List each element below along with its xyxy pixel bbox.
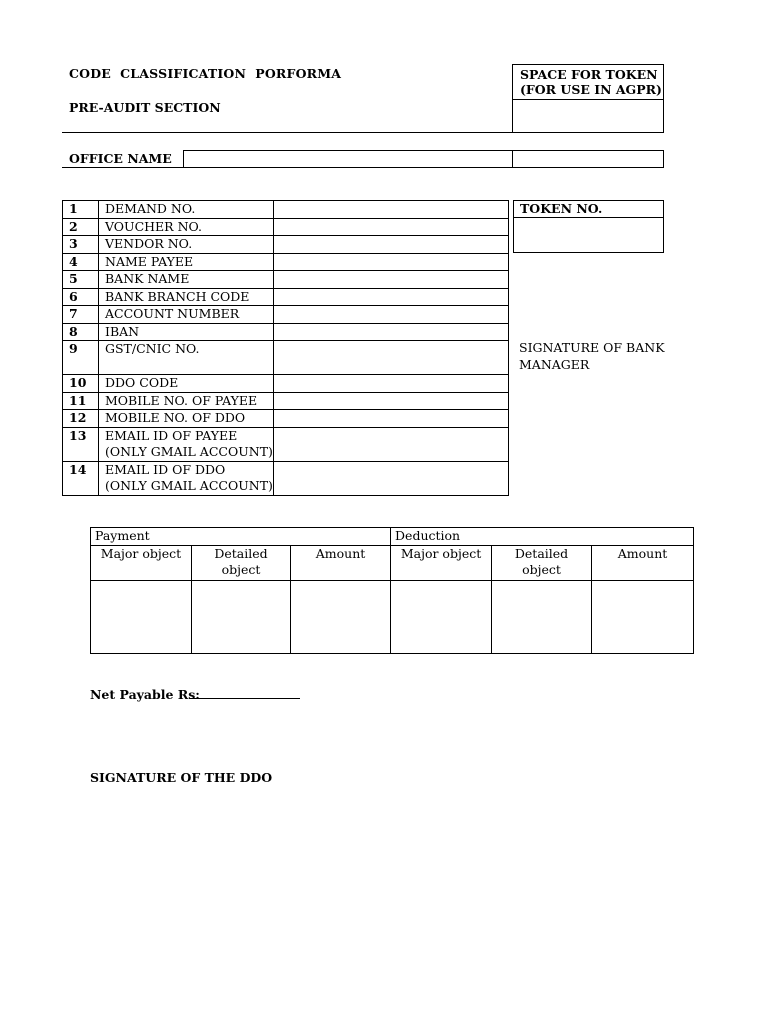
office-name-label: OFFICE NAME	[69, 151, 172, 166]
vendor-no-field[interactable]	[274, 236, 509, 254]
table-row	[63, 271, 509, 289]
table-row	[63, 288, 509, 306]
field-label-line2: (ONLY GMAIL ACCOUNT)	[105, 478, 273, 493]
table-row	[63, 461, 509, 495]
iban-field[interactable]	[274, 323, 509, 341]
table-row	[63, 253, 509, 271]
row-number: 1	[63, 201, 99, 219]
table-row	[63, 201, 509, 219]
payment-major-object-cell[interactable]	[91, 580, 192, 653]
deduction-detailed-object-cell[interactable]	[492, 580, 592, 653]
bank-name-field[interactable]	[274, 271, 509, 289]
fields-table	[62, 200, 509, 496]
column-header-amount: Amount	[291, 545, 391, 580]
row-number: 3	[63, 236, 99, 254]
token-space-divider	[513, 99, 663, 100]
email-payee-field[interactable]	[274, 427, 509, 461]
office-name-field[interactable]	[183, 150, 513, 168]
row-number: 14	[63, 461, 99, 495]
office-underline	[62, 167, 183, 168]
table-row	[63, 218, 509, 236]
payment-header: Payment	[91, 528, 391, 546]
deduction-amount-cell[interactable]	[592, 580, 694, 653]
field-label-mobile-payee: MOBILE NO. OF PAYEE	[99, 392, 274, 410]
field-label-email-payee	[99, 427, 274, 461]
column-header-major-object: Major object	[91, 545, 192, 580]
field-label-voucher-no: VOUCHER NO.	[99, 218, 274, 236]
form-title: CODE CLASSIFICATION PORFORMA	[69, 66, 342, 81]
field-label-vendor-no: VENDOR NO.	[99, 236, 274, 254]
mobile-payee-field[interactable]	[274, 392, 509, 410]
table-row	[63, 341, 509, 375]
field-label-line2: (ONLY GMAIL ACCOUNT)	[105, 444, 273, 459]
table-row	[63, 306, 509, 324]
row-number: 8	[63, 323, 99, 341]
token-space-label-line1: SPACE FOR TOKEN	[520, 67, 658, 82]
bank-signature-line2: MANAGER	[519, 356, 590, 372]
table-row	[63, 375, 509, 393]
mobile-ddo-field[interactable]	[274, 410, 509, 428]
field-label-iban: IBAN	[99, 323, 274, 341]
email-ddo-field[interactable]	[274, 461, 509, 495]
table-row	[63, 392, 509, 410]
table-row	[63, 427, 509, 461]
table-row	[63, 410, 509, 428]
row-number: 5	[63, 271, 99, 289]
payment-deduction-table	[90, 527, 694, 654]
field-label-bank-name: BANK NAME	[99, 271, 274, 289]
column-header-major-object: Major object	[391, 545, 492, 580]
demand-no-field[interactable]	[274, 201, 509, 219]
payment-detailed-object-cell[interactable]	[192, 580, 291, 653]
field-label-email-ddo	[99, 461, 274, 495]
row-number: 10	[63, 375, 99, 393]
bank-signature-line1: SIGNATURE OF BANK	[519, 340, 665, 355]
bank-branch-code-field[interactable]	[274, 288, 509, 306]
table-row	[91, 528, 694, 546]
field-label-bank-branch-code: BANK BRANCH CODE	[99, 288, 274, 306]
gst-cnic-field[interactable]	[274, 341, 509, 375]
token-space-label-line2: (FOR USE IN AGPR)	[520, 82, 662, 97]
column-header-amount: Amount	[592, 545, 694, 580]
row-number: 2	[63, 218, 99, 236]
deduction-header: Deduction	[391, 528, 694, 546]
token-no-label: TOKEN NO.	[520, 201, 603, 216]
field-label-gst-cnic: GST/CNIC NO.	[99, 341, 274, 375]
voucher-no-field[interactable]	[274, 218, 509, 236]
bank-manager-signature-label	[519, 340, 665, 373]
payment-amount-cell[interactable]	[291, 580, 391, 653]
field-label-line1: EMAIL ID OF DDO	[105, 461, 226, 477]
net-payable-label: Net Payable Rs:	[90, 687, 200, 702]
field-label-account-number: ACCOUNT NUMBER	[99, 306, 274, 324]
table-row	[63, 323, 509, 341]
field-label-demand-no: DEMAND NO.	[99, 201, 274, 219]
net-payable-field[interactable]	[189, 698, 300, 699]
office-extra-field[interactable]	[512, 150, 664, 168]
name-payee-field[interactable]	[274, 253, 509, 271]
row-number: 12	[63, 410, 99, 428]
header-divider	[62, 132, 512, 133]
row-number: 11	[63, 392, 99, 410]
field-label-mobile-ddo: MOBILE NO. OF DDO	[99, 410, 274, 428]
row-number: 13	[63, 427, 99, 461]
column-header-detailed-object: Detailed object	[192, 545, 291, 580]
table-row	[91, 545, 694, 580]
table-row	[91, 580, 694, 653]
section-title: PRE-AUDIT SECTION	[69, 100, 221, 115]
deduction-major-object-cell[interactable]	[391, 580, 492, 653]
row-number: 6	[63, 288, 99, 306]
token-space-box	[512, 64, 664, 133]
field-label-name-payee: NAME PAYEE	[99, 253, 274, 271]
row-number: 7	[63, 306, 99, 324]
column-header-detailed-object: Detailed object	[492, 545, 592, 580]
ddo-signature-label: SIGNATURE OF THE DDO	[90, 770, 273, 785]
token-no-divider	[514, 217, 663, 218]
row-number: 9	[63, 341, 99, 375]
field-label-line1: EMAIL ID OF PAYEE	[105, 427, 238, 443]
field-label-ddo-code: DDO CODE	[99, 375, 274, 393]
ddo-code-field[interactable]	[274, 375, 509, 393]
table-row	[63, 236, 509, 254]
row-number: 4	[63, 253, 99, 271]
account-number-field[interactable]	[274, 306, 509, 324]
token-no-box	[513, 200, 664, 253]
